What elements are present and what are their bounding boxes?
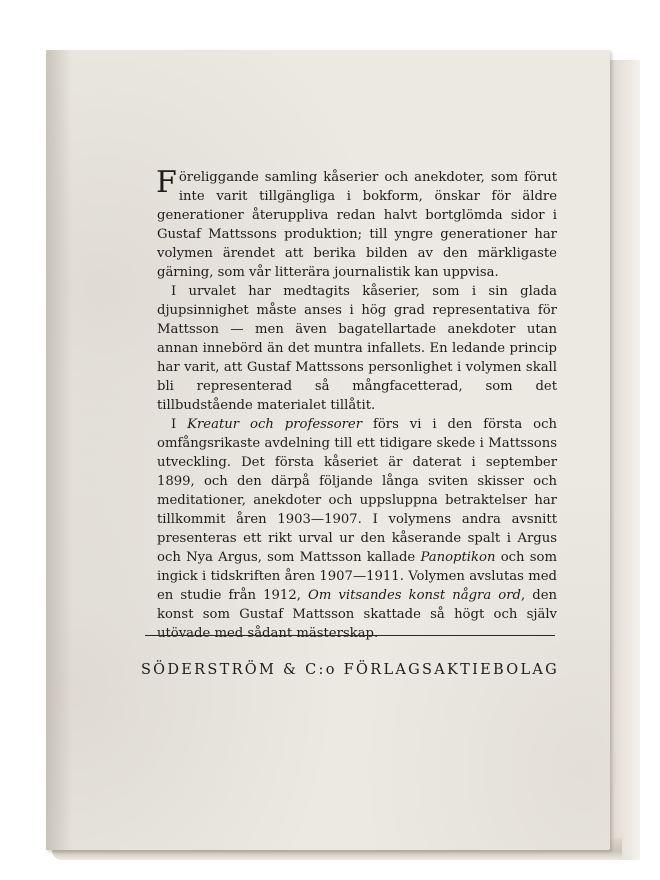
cover-wear-shading <box>46 50 72 850</box>
book-section-title-1: Kreatur och professorer <box>187 417 363 432</box>
paragraph-3-prefix: I <box>171 417 188 432</box>
blurb-paragraph-2: I urvalet har medtagits kåserier, som i sin glada djupsinnighet måste anses i hög grad representativa för Mattsson — men även bagatellartade anekdoter utan annan innebörd än det muntra infallets. En ledande princip har varit, att Gustaf Mattssons personlighet i volymen skall bli representerad så mångfacetterad, som det tillbudstående materialet tillåtit. <box>157 284 557 413</box>
paragraph-3-part-3: , den konst som Gustaf Mattsson skattade så högt och själv utövade med sådant mästerskap. <box>157 588 557 641</box>
paragraph-3-part-1: förs vi i den första och omfångsrikaste avdelning till ett tidigare skede i Mattssons utveckling. Det första kåseriet är daterat i september 1899, och den därpå följande långa sviten skisser och meditationer, anekdoter och uppsluppna betraktelser har tillkommit åren 1903—1907. I volymens andra avsnitt presenteras ett rikt urval ur den kåserande spalt i Argus och Nya Argus, som Mattsson kallade <box>157 417 557 565</box>
blurb-paragraph-1 <box>156 165 557 282</box>
blurb-paragraph-3 <box>157 415 557 643</box>
blurb-text <box>156 165 557 643</box>
horizontal-rule <box>145 635 555 636</box>
paragraph-3-part-2: och som ingick i tidskriften åren 1907—1911. Volymen avslutas med en studie från 1912, <box>157 550 557 603</box>
book-section-title-2: Panoptikon <box>420 550 496 565</box>
publisher-imprint: SÖDERSTRÖM & C:o FÖRLAGSAKTIEBOLAG <box>140 662 560 678</box>
dropcap-letter: F <box>156 165 177 200</box>
paragraph-1-text: öreliggande samling kåserier och anekdoter, som förut inte varit tillgängliga i bokform, önskar för äldre generationer återuppliva redan halvt bortglömda sidor i Gustaf Mattssons produktion; till yngre generationer har volymen ärendet att berika bilden av den märkligaste gärning, som vår litterära journalistik kan uppvisa. <box>157 170 557 280</box>
book-section-title-3: Om vitsandes konst några ord <box>308 588 521 603</box>
